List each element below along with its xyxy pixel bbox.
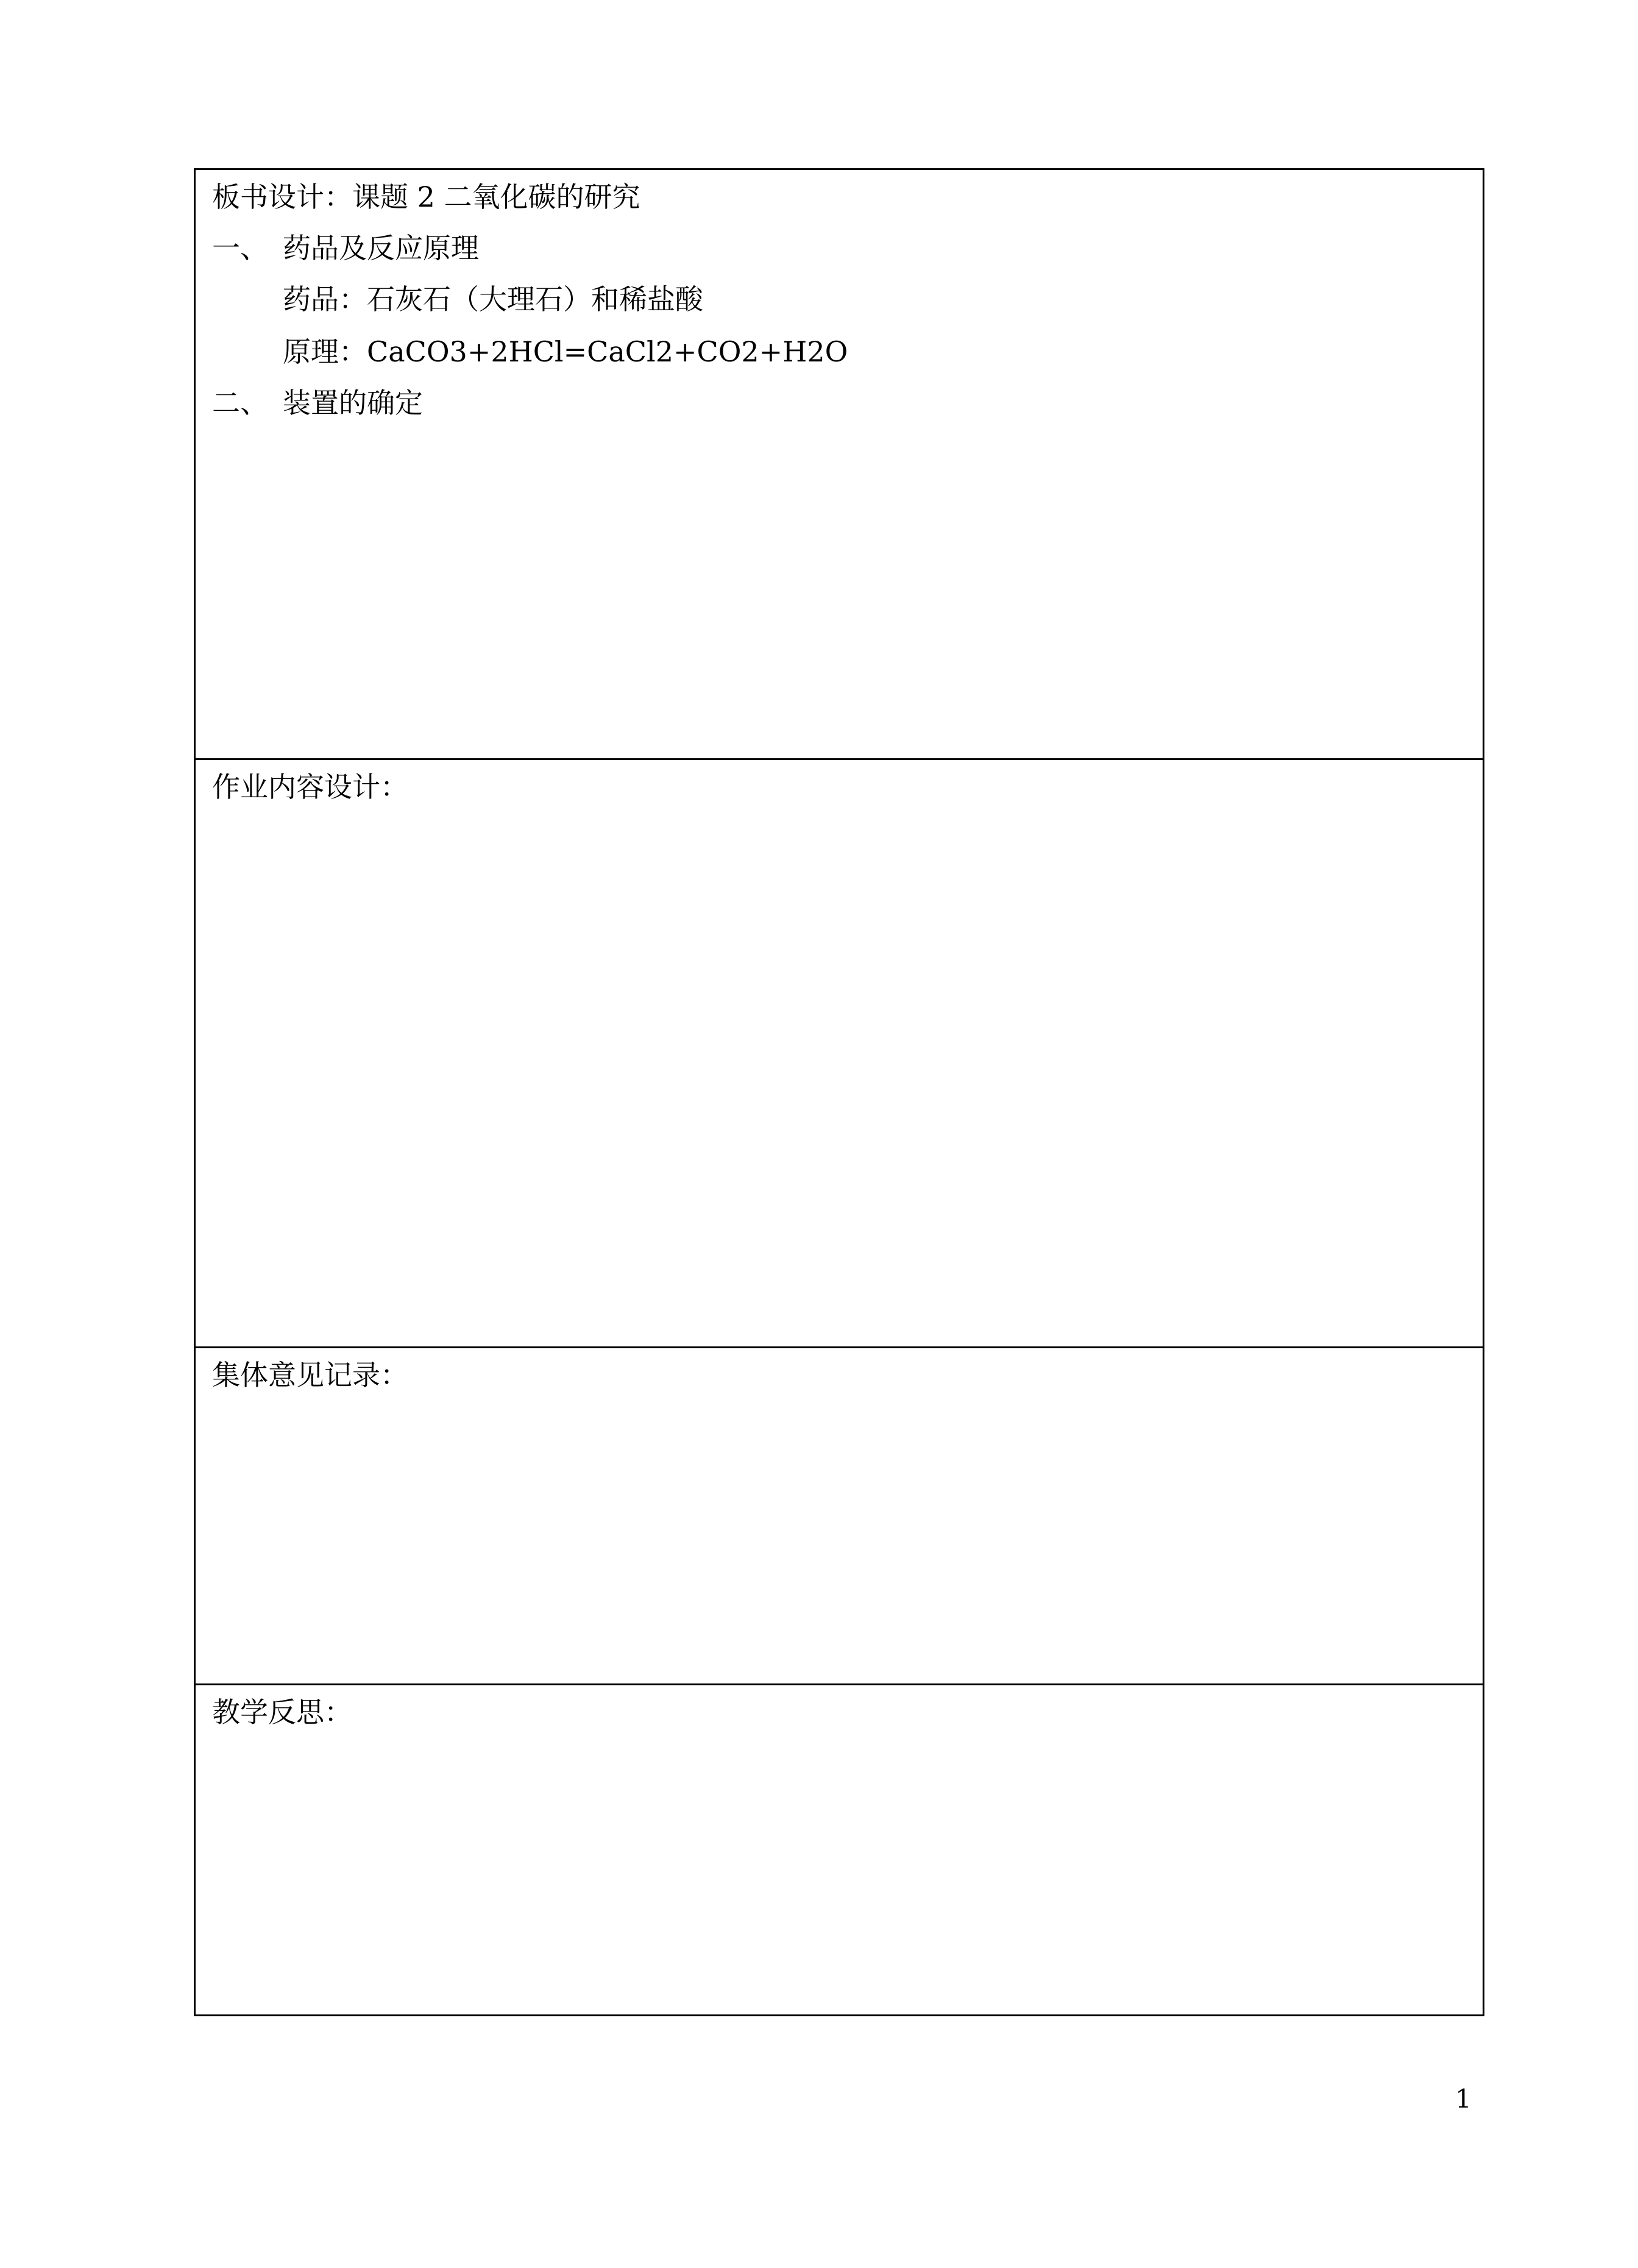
- opinion-title: 集体意见记录：: [212, 1359, 408, 1392]
- principle-line: [283, 332, 848, 371]
- section-2-heading: [212, 383, 423, 422]
- teaching-reflection-cell: [196, 1683, 1483, 2016]
- section-1-number: 一、: [212, 232, 268, 265]
- drugs-value: 石灰石（大理石）和稀盐酸: [367, 283, 703, 316]
- board-design-title: 板书设计：课题 2 二氧化碳的研究: [212, 180, 640, 213]
- principle-formula: CaCO3+2HCl=CaCl2+CO2+H2O: [367, 335, 848, 368]
- board-design-cell: [196, 170, 1483, 758]
- principle-label: 原理：: [283, 335, 367, 368]
- section-1-heading: [212, 229, 479, 268]
- section-2-number: 二、: [212, 386, 268, 419]
- section-2-text: 装置的确定: [283, 386, 423, 419]
- page-number: 1: [1455, 2084, 1472, 2114]
- homework-title: 作业内容设计：: [212, 770, 408, 803]
- collective-opinion-cell: [196, 1346, 1483, 1683]
- drugs-line: [283, 280, 703, 319]
- reflection-title: 教学反思：: [212, 1696, 352, 1729]
- homework-design-cell: [196, 758, 1483, 1346]
- lesson-plan-table: [194, 168, 1484, 2016]
- section-1-text: 药品及反应原理: [283, 232, 479, 265]
- drugs-label: 药品：: [283, 283, 367, 316]
